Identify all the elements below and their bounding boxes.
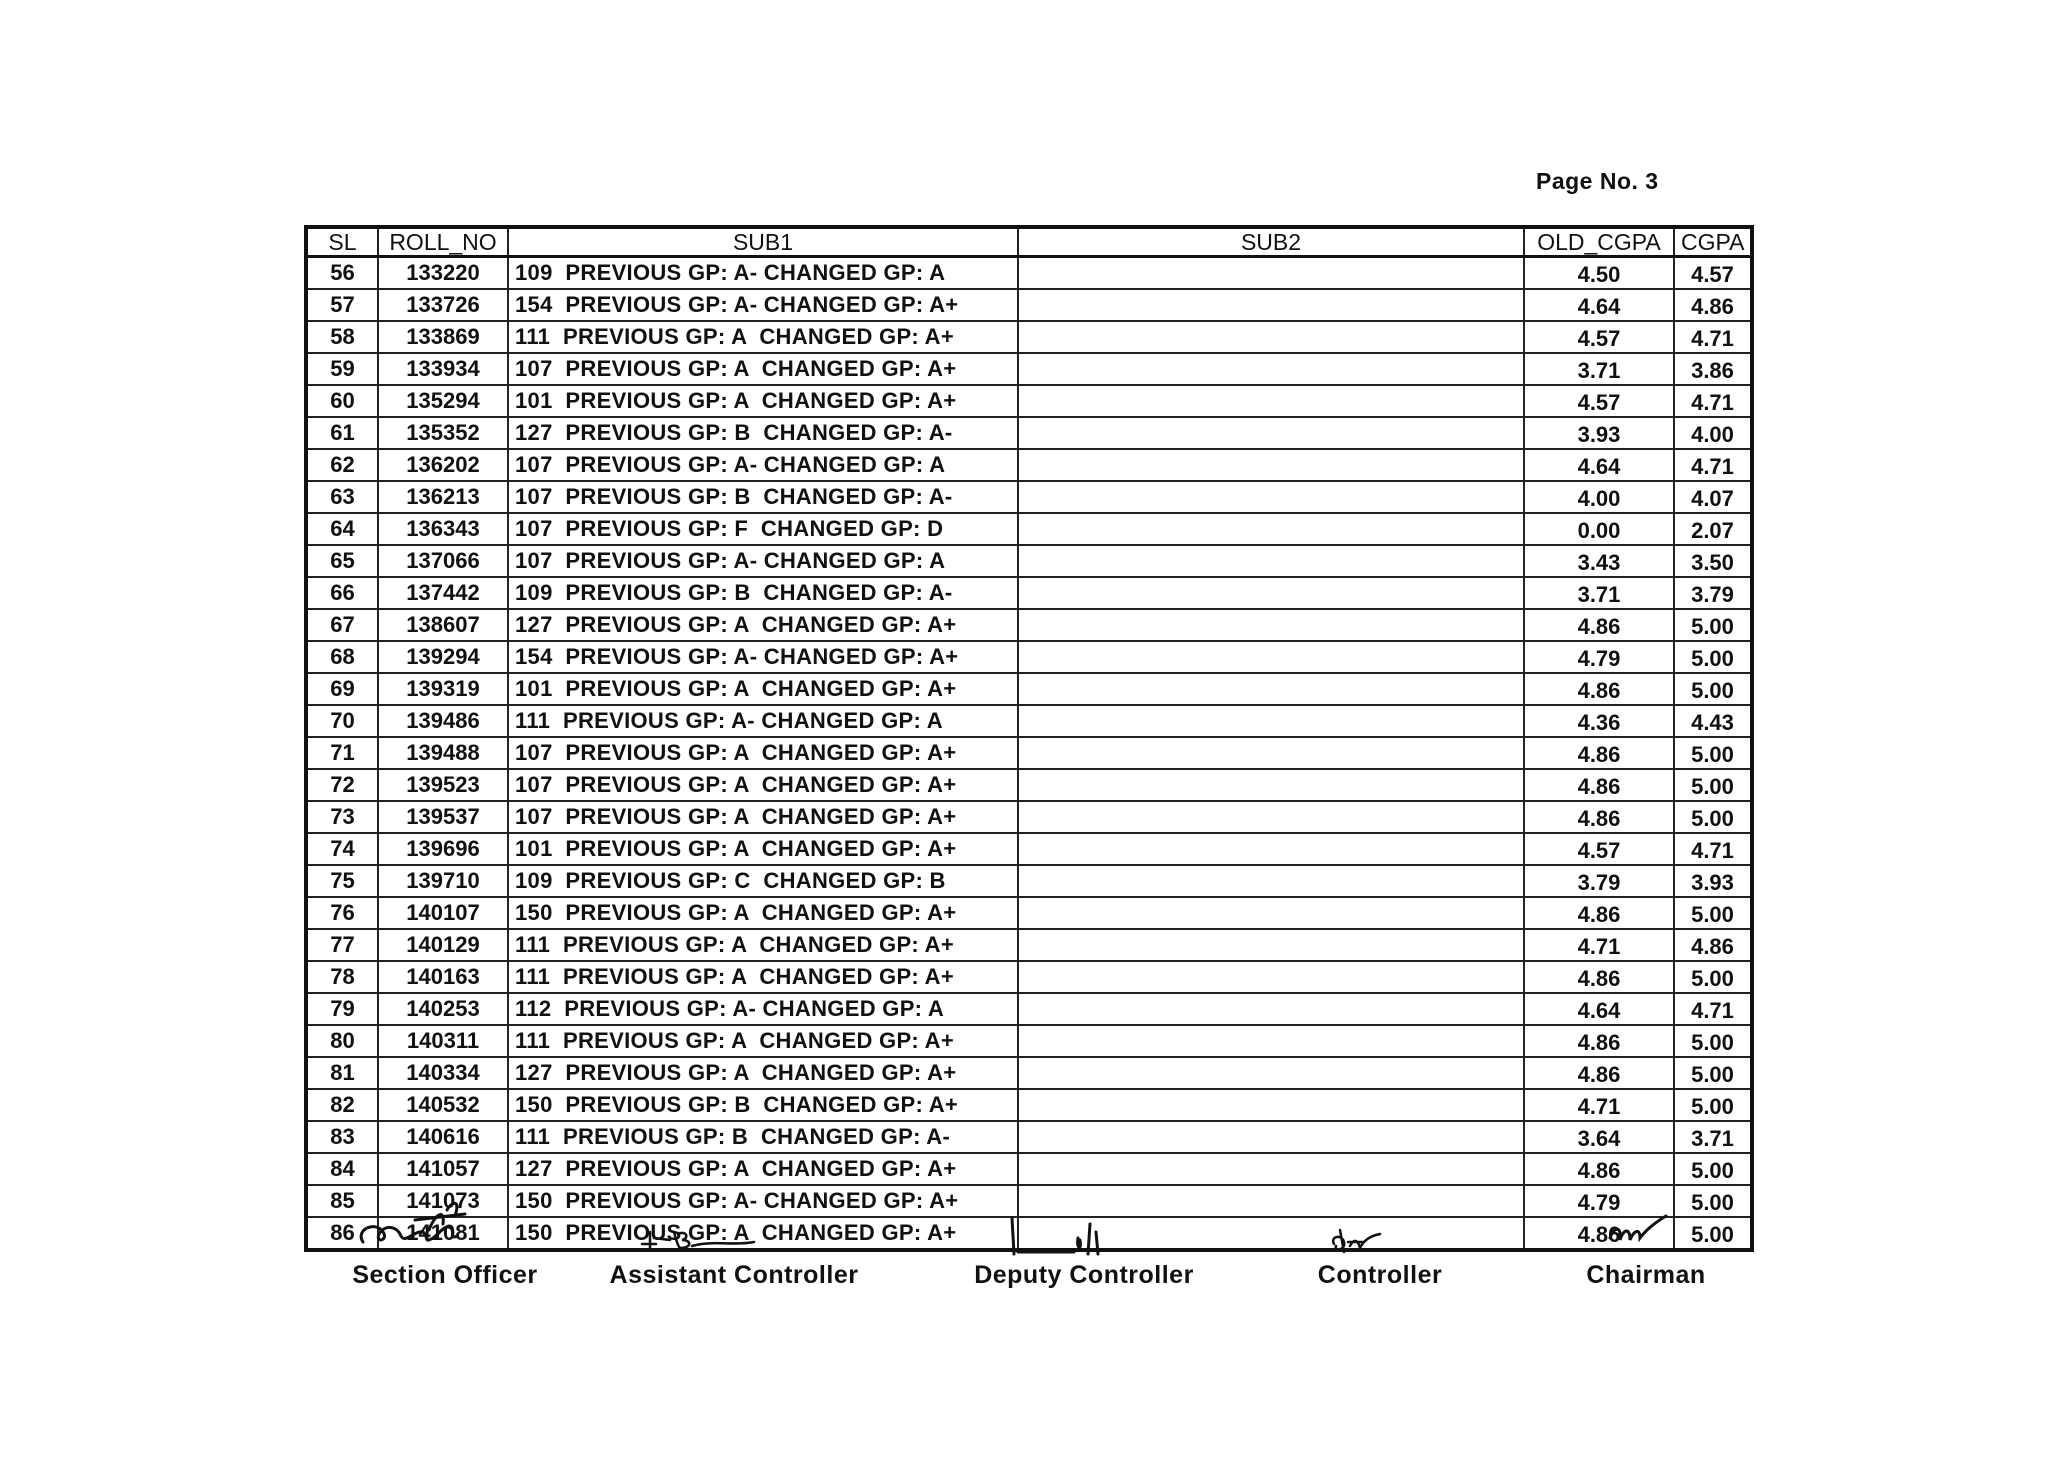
cell-old-cgpa: 4.86 <box>1524 769 1674 801</box>
cell-old-cgpa: 4.86 <box>1524 1025 1674 1057</box>
cell-roll-no: 135352 <box>378 417 508 449</box>
cell-old-cgpa: 4.50 <box>1524 257 1674 290</box>
cell-old-cgpa: 4.86 <box>1524 673 1674 705</box>
cell-sub2 <box>1018 289 1524 321</box>
cell-sl: 67 <box>306 609 378 641</box>
cell-sub1: 107 PREVIOUS GP: A CHANGED GP: A+ <box>508 801 1018 833</box>
cell-sub2 <box>1018 897 1524 929</box>
cell-cgpa: 4.86 <box>1674 929 1752 961</box>
table-row <box>306 705 1752 737</box>
section-officer-signature-icon <box>305 1180 585 1260</box>
cell-old-cgpa: 4.79 <box>1524 1185 1674 1217</box>
cell-sl: 57 <box>306 289 378 321</box>
cell-roll-no: 140163 <box>378 961 508 993</box>
cell-sub2 <box>1018 1121 1524 1153</box>
cell-sl: 75 <box>306 865 378 897</box>
header-roll-no: ROLL_NO <box>378 227 508 257</box>
table-row <box>306 1025 1752 1057</box>
cell-old-cgpa: 4.79 <box>1524 641 1674 673</box>
cell-sub2 <box>1018 513 1524 545</box>
cell-cgpa: 5.00 <box>1674 673 1752 705</box>
cell-sub2 <box>1018 481 1524 513</box>
section-officer-title: Section Officer <box>352 1261 538 1289</box>
cell-sub2 <box>1018 673 1524 705</box>
table-row <box>306 897 1752 929</box>
cell-old-cgpa: 4.86 <box>1524 961 1674 993</box>
cell-roll-no: 136343 <box>378 513 508 545</box>
table-row <box>306 545 1752 577</box>
cell-old-cgpa: 4.86 <box>1524 1153 1674 1185</box>
cell-sl: 62 <box>306 449 378 481</box>
cell-sub1: 154 PREVIOUS GP: A- CHANGED GP: A+ <box>508 641 1018 673</box>
cell-sub1: 127 PREVIOUS GP: A CHANGED GP: A+ <box>508 1153 1018 1185</box>
cell-roll-no: 136202 <box>378 449 508 481</box>
cell-roll-no: 137066 <box>378 545 508 577</box>
cell-sub1: 107 PREVIOUS GP: A- CHANGED GP: A <box>508 545 1018 577</box>
header-sl: SL <box>306 227 378 257</box>
cell-old-cgpa: 4.64 <box>1524 449 1674 481</box>
cell-sub2 <box>1018 609 1524 641</box>
table-row <box>306 417 1752 449</box>
cell-roll-no: 137442 <box>378 577 508 609</box>
signature-section-officer <box>305 1180 585 1290</box>
cell-sub1: 111 PREVIOUS GP: B CHANGED GP: A- <box>508 1121 1018 1153</box>
cell-old-cgpa: 3.93 <box>1524 417 1674 449</box>
cell-sl: 71 <box>306 737 378 769</box>
cell-sl: 78 <box>306 961 378 993</box>
cell-sub1: 111 PREVIOUS GP: A CHANGED GP: A+ <box>508 1025 1018 1057</box>
cell-cgpa: 3.86 <box>1674 353 1752 385</box>
cell-sl: 61 <box>306 417 378 449</box>
cell-sl: 80 <box>306 1025 378 1057</box>
cell-roll-no: 140532 <box>378 1089 508 1121</box>
cell-roll-no: 133869 <box>378 321 508 353</box>
chairman-signature-icon <box>1506 1180 1786 1260</box>
cell-old-cgpa: 4.64 <box>1524 289 1674 321</box>
cell-sub2 <box>1018 385 1524 417</box>
cell-sl: 73 <box>306 801 378 833</box>
cell-sub1: 109 PREVIOUS GP: C CHANGED GP: B <box>508 865 1018 897</box>
cell-old-cgpa: 4.86 <box>1524 737 1674 769</box>
cell-sl: 58 <box>306 321 378 353</box>
deputy-controller-signature-icon <box>944 1180 1224 1260</box>
cell-cgpa: 5.00 <box>1674 897 1752 929</box>
cell-sub1: 150 PREVIOUS GP: A CHANGED GP: A+ <box>508 1217 1018 1250</box>
cell-old-cgpa: 4.86 <box>1524 801 1674 833</box>
table-row <box>306 257 1752 290</box>
cell-roll-no: 141081 <box>378 1217 508 1250</box>
table-row <box>306 513 1752 545</box>
cell-roll-no: 139523 <box>378 769 508 801</box>
cell-cgpa: 5.00 <box>1674 641 1752 673</box>
cell-cgpa: 4.00 <box>1674 417 1752 449</box>
cell-roll-no: 133726 <box>378 289 508 321</box>
cell-sub2 <box>1018 961 1524 993</box>
cell-old-cgpa: 4.36 <box>1524 705 1674 737</box>
cell-roll-no: 135294 <box>378 385 508 417</box>
cell-roll-no: 139710 <box>378 865 508 897</box>
cell-sl: 76 <box>306 897 378 929</box>
cell-cgpa: 5.00 <box>1674 1153 1752 1185</box>
cell-sub1: 101 PREVIOUS GP: A CHANGED GP: A+ <box>508 833 1018 865</box>
cell-sl: 82 <box>306 1089 378 1121</box>
cell-sl: 81 <box>306 1057 378 1089</box>
cell-cgpa: 5.00 <box>1674 961 1752 993</box>
cell-old-cgpa: 4.71 <box>1524 929 1674 961</box>
header-sub2: SUB2 <box>1018 227 1524 257</box>
cell-old-cgpa: 4.86 <box>1524 1217 1674 1250</box>
cell-sl: 64 <box>306 513 378 545</box>
cell-roll-no: 140311 <box>378 1025 508 1057</box>
table-row <box>306 353 1752 385</box>
cell-sub1: 107 PREVIOUS GP: A CHANGED GP: A+ <box>508 737 1018 769</box>
table-row <box>306 449 1752 481</box>
cell-cgpa: 5.00 <box>1674 737 1752 769</box>
table-row <box>306 609 1752 641</box>
cell-sub1: 101 PREVIOUS GP: A CHANGED GP: A+ <box>508 673 1018 705</box>
controller-signature-icon <box>1240 1180 1520 1260</box>
cell-sub1: 111 PREVIOUS GP: A CHANGED GP: A+ <box>508 961 1018 993</box>
cell-cgpa: 3.50 <box>1674 545 1752 577</box>
controller-title: Controller <box>1317 1261 1443 1289</box>
cell-sl: 86 <box>306 1217 378 1250</box>
cell-sub2 <box>1018 1025 1524 1057</box>
cell-cgpa: 5.00 <box>1674 769 1752 801</box>
cell-cgpa: 4.71 <box>1674 385 1752 417</box>
cell-cgpa: 4.71 <box>1674 833 1752 865</box>
cell-old-cgpa: 0.00 <box>1524 513 1674 545</box>
cell-sub2 <box>1018 1089 1524 1121</box>
cell-cgpa: 4.71 <box>1674 993 1752 1025</box>
cell-old-cgpa: 3.79 <box>1524 865 1674 897</box>
table-body <box>306 257 1752 1251</box>
cell-sl: 65 <box>306 545 378 577</box>
cell-sl: 83 <box>306 1121 378 1153</box>
cell-roll-no: 140616 <box>378 1121 508 1153</box>
cell-roll-no: 139294 <box>378 641 508 673</box>
table-header-row <box>306 227 1752 257</box>
cell-cgpa: 3.71 <box>1674 1121 1752 1153</box>
cell-cgpa: 5.00 <box>1674 1217 1752 1250</box>
cell-cgpa: 5.00 <box>1674 1025 1752 1057</box>
cell-sl: 70 <box>306 705 378 737</box>
table-row <box>306 833 1752 865</box>
cell-old-cgpa: 4.00 <box>1524 481 1674 513</box>
cell-sub1: 111 PREVIOUS GP: A CHANGED GP: A+ <box>508 321 1018 353</box>
cell-roll-no: 138607 <box>378 609 508 641</box>
cell-sub1: 154 PREVIOUS GP: A- CHANGED GP: A+ <box>508 289 1018 321</box>
cell-sub1: 111 PREVIOUS GP: A CHANGED GP: A+ <box>508 929 1018 961</box>
cell-cgpa: 4.07 <box>1674 481 1752 513</box>
cell-sl: 79 <box>306 993 378 1025</box>
cell-roll-no: 133220 <box>378 257 508 290</box>
cell-sl: 68 <box>306 641 378 673</box>
cell-sl: 77 <box>306 929 378 961</box>
table-row <box>306 993 1752 1025</box>
header-sub1: SUB1 <box>508 227 1018 257</box>
cell-cgpa: 3.93 <box>1674 865 1752 897</box>
cell-sl: 85 <box>306 1185 378 1217</box>
cell-sub1: 150 PREVIOUS GP: A CHANGED GP: A+ <box>508 897 1018 929</box>
cell-old-cgpa: 4.86 <box>1524 1057 1674 1089</box>
table-row <box>306 1121 1752 1153</box>
cell-old-cgpa: 3.71 <box>1524 577 1674 609</box>
cell-roll-no: 136213 <box>378 481 508 513</box>
cell-sub1: 111 PREVIOUS GP: A- CHANGED GP: A <box>508 705 1018 737</box>
page-number: Page No. 3 <box>1536 168 1659 194</box>
table-row <box>306 865 1752 897</box>
cell-old-cgpa: 3.43 <box>1524 545 1674 577</box>
cell-old-cgpa: 3.71 <box>1524 353 1674 385</box>
cell-cgpa: 5.00 <box>1674 1089 1752 1121</box>
cell-sub2 <box>1018 801 1524 833</box>
signature-chairman <box>1506 1180 1786 1290</box>
deputy-controller-title: Deputy Controller <box>974 1261 1194 1289</box>
cell-roll-no: 139537 <box>378 801 508 833</box>
cell-sub2 <box>1018 321 1524 353</box>
cell-sl: 66 <box>306 577 378 609</box>
cell-sub1: 112 PREVIOUS GP: A- CHANGED GP: A <box>508 993 1018 1025</box>
cell-sl: 59 <box>306 353 378 385</box>
cell-sub2 <box>1018 737 1524 769</box>
cell-cgpa: 4.86 <box>1674 289 1752 321</box>
cell-cgpa: 5.00 <box>1674 1057 1752 1089</box>
cell-old-cgpa: 4.86 <box>1524 897 1674 929</box>
cell-cgpa: 4.71 <box>1674 449 1752 481</box>
signature-deputy-controller <box>944 1180 1224 1290</box>
table-row <box>306 577 1752 609</box>
cell-sub1: 109 PREVIOUS GP: A- CHANGED GP: A <box>508 257 1018 290</box>
cell-roll-no: 141073 <box>378 1185 508 1217</box>
cell-sub2 <box>1018 353 1524 385</box>
signature-assistant-controller <box>594 1180 874 1290</box>
cell-cgpa: 5.00 <box>1674 609 1752 641</box>
cell-sub2 <box>1018 705 1524 737</box>
cell-roll-no: 139696 <box>378 833 508 865</box>
cell-sub2 <box>1018 833 1524 865</box>
table-row <box>306 769 1752 801</box>
cell-sub1: 101 PREVIOUS GP: A CHANGED GP: A+ <box>508 385 1018 417</box>
cell-sub1: 109 PREVIOUS GP: B CHANGED GP: A- <box>508 577 1018 609</box>
cell-sub1: 150 PREVIOUS GP: A- CHANGED GP: A+ <box>508 1185 1018 1217</box>
assistant-controller-signature-icon <box>594 1180 874 1260</box>
cell-roll-no: 139488 <box>378 737 508 769</box>
table-row <box>306 801 1752 833</box>
cell-sub2 <box>1018 929 1524 961</box>
table-row <box>306 1089 1752 1121</box>
cell-sub2 <box>1018 865 1524 897</box>
cell-old-cgpa: 4.86 <box>1524 609 1674 641</box>
cell-roll-no: 141057 <box>378 1153 508 1185</box>
cell-sl: 60 <box>306 385 378 417</box>
cell-sub1: 127 PREVIOUS GP: B CHANGED GP: A- <box>508 417 1018 449</box>
cell-roll-no: 139319 <box>378 673 508 705</box>
cell-cgpa: 4.71 <box>1674 321 1752 353</box>
cell-old-cgpa: 4.57 <box>1524 321 1674 353</box>
cell-old-cgpa: 3.64 <box>1524 1121 1674 1153</box>
cell-sl: 72 <box>306 769 378 801</box>
cell-roll-no: 139486 <box>378 705 508 737</box>
cell-sub2 <box>1018 577 1524 609</box>
cell-cgpa: 4.43 <box>1674 705 1752 737</box>
cell-sub2 <box>1018 257 1524 290</box>
cell-sub2 <box>1018 1057 1524 1089</box>
table-row <box>306 961 1752 993</box>
cell-sub1: 150 PREVIOUS GP: B CHANGED GP: A+ <box>508 1089 1018 1121</box>
signature-controller <box>1240 1180 1520 1290</box>
cell-roll-no: 133934 <box>378 353 508 385</box>
table-row <box>306 321 1752 353</box>
table-row <box>306 673 1752 705</box>
table-row <box>306 481 1752 513</box>
chairman-title: Chairman <box>1586 1261 1706 1289</box>
cell-sub1: 107 PREVIOUS GP: A CHANGED GP: A+ <box>508 769 1018 801</box>
header-old-cgpa: OLD_CGPA <box>1524 227 1674 257</box>
cell-sub1: 107 PREVIOUS GP: B CHANGED GP: A- <box>508 481 1018 513</box>
cell-sl: 69 <box>306 673 378 705</box>
header-cgpa: CGPA <box>1674 227 1752 257</box>
cell-roll-no: 140334 <box>378 1057 508 1089</box>
table-row <box>306 737 1752 769</box>
table-row <box>306 641 1752 673</box>
cell-cgpa: 5.00 <box>1674 801 1752 833</box>
assistant-controller-title: Assistant Controller <box>609 1261 859 1289</box>
table-row <box>306 289 1752 321</box>
cell-sl: 84 <box>306 1153 378 1185</box>
cell-sub1: 127 PREVIOUS GP: A CHANGED GP: A+ <box>508 609 1018 641</box>
cell-sl: 56 <box>306 257 378 290</box>
cell-cgpa: 2.07 <box>1674 513 1752 545</box>
cell-sl: 63 <box>306 481 378 513</box>
cell-sub2 <box>1018 641 1524 673</box>
cell-old-cgpa: 4.57 <box>1524 833 1674 865</box>
cell-sub2 <box>1018 417 1524 449</box>
cell-cgpa: 3.79 <box>1674 577 1752 609</box>
cell-sub2 <box>1018 769 1524 801</box>
cell-sub1: 107 PREVIOUS GP: A- CHANGED GP: A <box>508 449 1018 481</box>
cell-cgpa: 5.00 <box>1674 1185 1752 1217</box>
cell-sub2 <box>1018 545 1524 577</box>
table-row <box>306 929 1752 961</box>
table-row <box>306 385 1752 417</box>
cell-old-cgpa: 4.57 <box>1524 385 1674 417</box>
cell-sub1: 107 PREVIOUS GP: A CHANGED GP: A+ <box>508 353 1018 385</box>
cell-sub2 <box>1018 449 1524 481</box>
cell-sub1: 127 PREVIOUS GP: A CHANGED GP: A+ <box>508 1057 1018 1089</box>
cell-sub2 <box>1018 993 1524 1025</box>
cell-cgpa: 4.57 <box>1674 257 1752 290</box>
cell-roll-no: 140107 <box>378 897 508 929</box>
cell-roll-no: 140253 <box>378 993 508 1025</box>
cell-sl: 74 <box>306 833 378 865</box>
results-table <box>304 225 1754 1252</box>
cell-sub1: 107 PREVIOUS GP: F CHANGED GP: D <box>508 513 1018 545</box>
cell-roll-no: 140129 <box>378 929 508 961</box>
cell-old-cgpa: 4.71 <box>1524 1089 1674 1121</box>
cell-old-cgpa: 4.64 <box>1524 993 1674 1025</box>
table-row <box>306 1057 1752 1089</box>
